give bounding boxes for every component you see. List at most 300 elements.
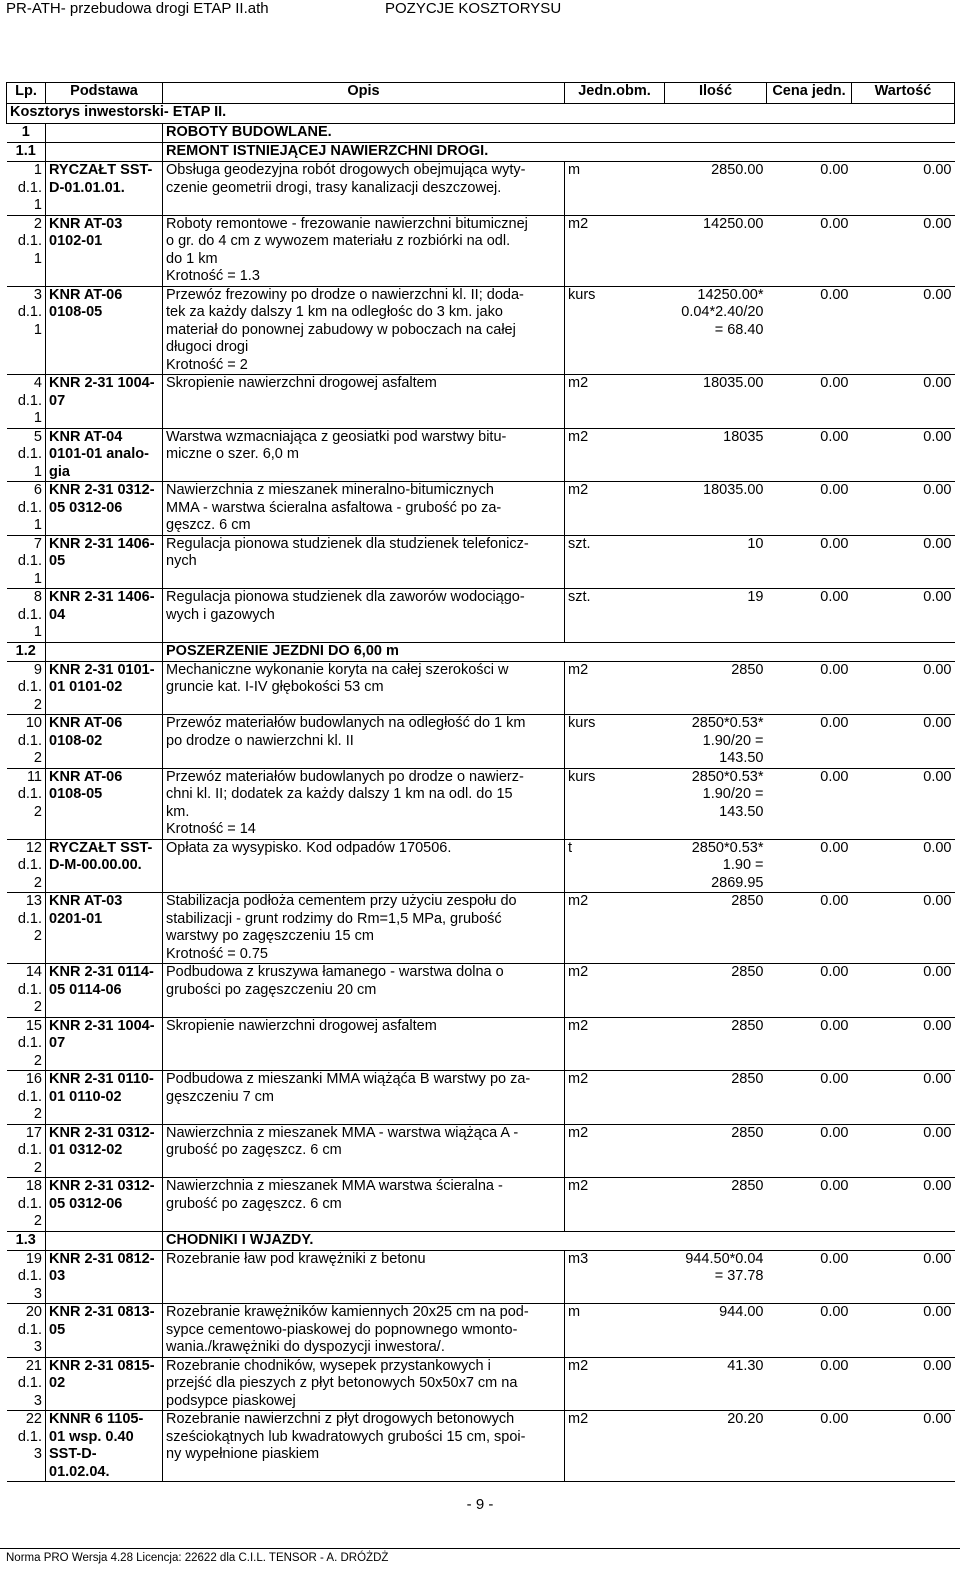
value: 0.00 [852,1304,955,1358]
position-number-line: 5 [33,428,42,445]
unit-price: 0.00 [767,286,852,375]
unit-of-measure: kurs [565,286,665,375]
description-line: stabilizacji - grunt rodzimy do Rm=1,5 MPa, grubość [166,910,502,927]
unit-price: 0.00 [767,1124,852,1178]
position-number-line: 2 [33,1106,42,1122]
unit-price: 0.00 [767,1304,852,1358]
quantity-line: 2850.00 [711,162,764,178]
position-description [163,428,565,482]
footer-divider [0,1548,960,1549]
position-number-line: d.1. [17,606,42,623]
position-row [7,1124,955,1178]
basis-line: KNR 2-31 1004- [49,375,155,391]
unit-price: 0.00 [767,589,852,643]
position-basis [46,1124,163,1178]
position-number-line: 3 [33,1392,42,1409]
unit-of-measure: kurs [565,768,665,839]
description-line: Przewóz frezowiny po drodze o nawierzchni kl. II; doda- [166,286,524,303]
position-description [163,589,565,643]
position-row [7,428,955,482]
basis-line: KNR 2-31 1406- [49,589,155,605]
unit-of-measure: m2 [565,1178,665,1232]
position-basis [46,482,163,536]
quantity [665,1411,767,1482]
basis-line: KNR 2-31 1004- [49,1017,155,1034]
description-line: Krotność = 14 [166,821,256,837]
position-basis [46,964,163,1018]
document-header [0,0,960,22]
position-number-line: d.1. [17,1321,42,1338]
basis-line: KNR AT-06 [49,286,123,303]
value: 0.00 [852,893,955,964]
quantity [665,1178,767,1232]
basis-line: 05 0312-06 [49,499,123,516]
position-row [7,661,955,715]
section-spacer [46,1231,163,1250]
value: 0.00 [852,1124,955,1178]
description-line: Obsługa geodezyjna robót drogowych obejmująca wyty- [166,162,526,178]
basis-line: 05 0114-06 [49,981,122,998]
description-line: długoci drogi [166,339,249,355]
quantity-line: 18035.00 [703,375,764,391]
position-row [7,1178,955,1232]
position-row [7,215,955,286]
quantity-line: = 37.78 [714,1268,764,1284]
position-number-line: 19 [25,1250,42,1267]
position-number-line: d.1. [17,1268,42,1284]
position-number-line: 2 [33,750,42,766]
basis-line: 05 [49,1321,66,1338]
quantity [665,1304,767,1358]
section-number: 1.3 [7,1231,46,1250]
description-line: Krotność = 2 [166,356,248,373]
unit-price: 0.00 [767,893,852,964]
position-row [7,535,955,589]
description-line: km. [166,803,190,820]
description-line: Regulacja pionowa studzienek dla studzienek telefonicz- [166,535,529,552]
unit-of-measure: m2 [565,964,665,1018]
value: 0.00 [852,768,955,839]
position-number [7,839,46,893]
description-line: gruncie kat. I-IV głębokości 53 cm [166,679,384,695]
unit-of-measure: m2 [565,1124,665,1178]
description-line: Krotność = 0.75 [166,945,268,962]
value: 0.00 [852,162,955,216]
position-row [7,1304,955,1358]
position-number-line: 3 [33,1285,42,1302]
section-row [7,642,955,661]
unit-price: 0.00 [767,1178,852,1232]
value: 0.00 [852,1178,955,1232]
position-number [7,1124,46,1178]
position-number-line: d.1. [17,553,42,569]
position-number-line: 1 [33,410,42,426]
basis-line: KNR 2-31 0813- [49,1304,155,1320]
basis-line: KNR AT-03 [49,893,123,909]
quantity-line: 2850 [731,964,764,980]
position-basis [46,893,163,964]
position-number-line: 4 [33,375,42,391]
basis-line: D-01.01.01. [49,179,125,196]
description-line: Warstwa wzmacniająca z geosiatki pod warstwy bitu- [166,428,507,445]
description-line: gęszcz. 6 cm [166,517,251,533]
position-number-line: 20 [25,1304,42,1320]
position-description [163,375,565,429]
value: 0.00 [852,215,955,286]
table-header-row [7,83,955,104]
section-title: POSZERZENIE JEZDNI DO 6,00 m [163,642,955,661]
position-number-line: 3 [33,1446,42,1462]
unit-of-measure: t [565,839,665,893]
position-number-line: 17 [25,1124,42,1141]
quantity [665,1071,767,1125]
position-number-line: 3 [33,286,42,303]
position-basis [46,1357,163,1411]
value: 0.00 [852,1411,955,1482]
position-number-line: 8 [33,589,42,605]
position-number-line: 1 [33,517,42,533]
section-spacer [46,143,163,162]
description-line: Podbudowa z mieszanki MMA wiążąća B warstwy po za- [166,1071,531,1087]
description-line: Mechaniczne wykonanie koryta na całej szerokości w [166,661,509,678]
position-number-line: 2 [33,1213,42,1229]
position-number-line: 12 [25,839,42,856]
basis-line: KNR 2-31 1406- [49,535,155,552]
position-basis [46,1017,163,1071]
value: 0.00 [852,1071,955,1125]
position-number [7,1357,46,1411]
position-basis [46,768,163,839]
position-description [163,893,565,964]
quantity [665,768,767,839]
position-number-line: 16 [25,1071,42,1087]
quantity-line: 2869.95 [711,874,764,891]
col-jedn-obm: Jedn.obm. [565,83,665,104]
unit-of-measure: m [565,162,665,216]
quantity [665,589,767,643]
quantity-line: 41.30 [727,1357,764,1374]
quantity-line: 2850 [731,1071,764,1087]
unit-price: 0.00 [767,661,852,715]
basis-line: 0102-01 [49,233,103,249]
position-row [7,286,955,375]
position-number-line: 2 [33,696,42,713]
quantity-line: 19 [747,589,764,605]
position-number-line: 14 [25,964,42,980]
position-number-line: 2 [33,215,42,232]
position-number-line: d.1. [17,1088,42,1105]
position-number-line: d.1. [17,1195,42,1212]
basis-line: 01 wsp. 0.40 [49,1428,134,1445]
basis-line: 01 0312-02 [49,1142,123,1158]
position-description [163,1017,565,1071]
unit-price: 0.00 [767,215,852,286]
basis-line: KNR 2-31 0312- [49,482,155,498]
description-line: Rozebranie chodników, wysepek przystankowych i [166,1357,491,1374]
quantity [665,1124,767,1178]
value: 0.00 [852,428,955,482]
position-number-line: 2 [33,928,42,944]
quantity-line: 944.00 [719,1304,764,1320]
position-number [7,964,46,1018]
position-number [7,375,46,429]
basis-line: 07 [49,1035,66,1051]
section-number: 1 [7,124,46,143]
description-line: ny wypełnione piaskiem [166,1446,320,1462]
basis-line: KNR AT-04 [49,428,123,445]
position-number [7,715,46,769]
position-number-line: d.1. [17,179,42,196]
basis-line: 05 0312-06 [49,1195,123,1212]
description-line: Przewóz materiałów budowlanych po drodze o nawierz- [166,768,524,785]
position-number [7,482,46,536]
unit-price: 0.00 [767,768,852,839]
section-row [7,1231,955,1250]
description-line: MMA - warstwa ścieralna asfaltowa - grubość po za- [166,499,502,516]
position-basis [46,1411,163,1482]
description-line: przejść dla pieszych z płyt betonowych 50x50x7 cm na [166,1375,518,1391]
position-number-line: d.1. [17,1428,42,1445]
description-line: warstwy po zagęszczeniu 15 cm [166,928,374,944]
footer-license: Norma PRO Wersja 4.28 Licencja: 22622 dla C.I.L. TENSOR - A. DRÓŻDŻ [6,1552,389,1564]
col-ilosc: Ilość [665,83,767,104]
position-number [7,893,46,964]
description-line: gęszczeniu 7 cm [166,1088,274,1105]
position-description [163,839,565,893]
quantity-line: 143.50 [719,803,764,820]
value: 0.00 [852,482,955,536]
position-row [7,839,955,893]
description-line: Podbudowa z kruszywa łamanego - warstwa dolna o [166,964,504,980]
position-number-line: 2 [33,999,42,1015]
unit-of-measure: szt. [565,535,665,589]
section-number: 1.2 [7,642,46,661]
position-number-line: 13 [25,893,42,909]
quantity [665,964,767,1018]
quantity-line: 14250.00 [703,215,764,232]
position-number [7,1304,46,1358]
value: 0.00 [852,375,955,429]
position-row [7,1071,955,1125]
quantity-line: 143.50 [719,750,764,766]
position-number-line: d.1. [17,1142,42,1158]
section-number: 1.1 [7,143,46,162]
quantity [665,535,767,589]
position-basis [46,535,163,589]
position-number-line: 22 [25,1411,42,1427]
cost-estimate-table [6,82,955,1482]
description-line: Roboty remontowe - frezowanie nawierzchni bitumicznej [166,215,528,232]
value: 0.00 [852,964,955,1018]
estimate-title-row [7,104,955,124]
basis-line: KNR 2-31 0312- [49,1124,155,1141]
description-line: o gr. do 4 cm z wywozem materiału z rozbiórki na odl. [166,233,511,249]
position-row [7,1250,955,1304]
position-number [7,162,46,216]
quantity [665,715,767,769]
description-line: sześciokątnych lub kwadratowych grubości 15 cm, spoi- [166,1428,526,1445]
position-description [163,661,565,715]
unit-price: 0.00 [767,1250,852,1304]
position-number-line: d.1. [17,679,42,695]
value: 0.00 [852,1250,955,1304]
basis-line: KNR 2-31 0812- [49,1250,155,1267]
unit-of-measure: m2 [565,375,665,429]
unit-price: 0.00 [767,964,852,1018]
position-basis [46,589,163,643]
quantity [665,893,767,964]
col-podstawa: Podstawa [46,83,163,104]
position-number-line: d.1. [17,1375,42,1391]
position-row [7,1411,955,1482]
description-line: Krotność = 1.3 [166,268,260,284]
unit-price: 0.00 [767,839,852,893]
description-line: Stabilizacja podłoża cementem przy użyciu zespołu do [166,893,517,909]
description-line: Opłata za wysypisko. Kod odpadów 170506. [166,839,452,856]
position-description [163,1250,565,1304]
unit-of-measure: m [565,1304,665,1358]
unit-of-measure: szt. [565,589,665,643]
description-line: Skropienie nawierzchni drogowej asfaltem [166,375,437,391]
position-number-line: d.1. [17,233,42,249]
col-lp: Lp. [7,83,46,104]
position-number-line: 1 [33,162,42,178]
position-basis [46,661,163,715]
quantity-line: 2850 [731,1017,764,1034]
position-description [163,1178,565,1232]
basis-line: 01 0101-02 [49,679,123,695]
value: 0.00 [852,535,955,589]
position-number-line: 1 [33,570,42,587]
basis-line: 0108-02 [49,732,103,749]
quantity-line: 2850*0.53* [691,715,764,731]
quantity-line: 2850 [731,1124,764,1141]
description-line: miczne o szer. 6,0 m [166,446,299,462]
position-row [7,375,955,429]
quantity [665,375,767,429]
basis-line: RYCZAŁT SST- [49,839,153,856]
basis-line: 0108-05 [49,786,103,802]
position-number [7,286,46,375]
basis-line: RYCZAŁT SST- [49,162,153,178]
estimate-title: Kosztorys inwestorski- ETAP II. [7,104,955,124]
value: 0.00 [852,286,955,375]
quantity-line: 2850 [731,893,764,909]
position-description [163,482,565,536]
basis-line: KNR 2-31 0101- [49,661,155,678]
position-number [7,1017,46,1071]
basis-line: 0201-01 [49,910,103,927]
position-number-line: d.1. [17,857,42,873]
quantity [665,286,767,375]
unit-price: 0.00 [767,428,852,482]
col-cena-jedn: Cena jedn. [767,83,852,104]
basis-line: KNR 2-31 0110- [49,1071,154,1087]
position-number-line: 6 [33,482,42,498]
description-line: po drodze o nawierzchni kl. II [166,732,354,749]
position-basis [46,286,163,375]
position-row [7,715,955,769]
position-number-line: 9 [33,661,42,678]
section-row [7,143,955,162]
basis-line: gia [49,463,70,480]
quantity [665,1250,767,1304]
position-basis [46,1250,163,1304]
unit-of-measure: m2 [565,1071,665,1125]
position-description [163,535,565,589]
description-line: Regulacja pionowa studzienek dla zaworów wodociągo- [166,589,525,605]
position-description [163,964,565,1018]
position-number-line: 3 [33,1339,42,1355]
unit-of-measure: m2 [565,215,665,286]
basis-line: KNR 2-31 0815- [49,1357,155,1374]
position-number-line: 1 [33,250,42,267]
position-number-line: 2 [33,803,42,820]
position-number-line: d.1. [17,392,42,409]
position-number [7,1250,46,1304]
description-line: grubość po zagęszcz. 6 cm [166,1195,342,1212]
basis-line: D-M-00.00.00. [49,857,142,873]
position-number-line: 1 [33,321,42,338]
basis-line: KNR AT-03 [49,215,123,232]
file-name: PR-ATH- przebudowa drogi ETAP II.ath [6,0,269,17]
unit-of-measure: m2 [565,893,665,964]
position-description [163,1071,565,1125]
unit-price: 0.00 [767,482,852,536]
section-spacer [46,124,163,143]
position-description [163,1411,565,1482]
description-line: Nawierzchnia z mieszanek MMA - warstwa wiążąca A - [166,1124,519,1141]
basis-line: 03 [49,1268,66,1284]
position-basis [46,1178,163,1232]
position-basis [46,839,163,893]
position-basis [46,715,163,769]
description-line: Nawierzchnia z mieszanek MMA warstwa ścieralna - [166,1178,503,1194]
position-row [7,1357,955,1411]
unit-price: 0.00 [767,1411,852,1482]
value: 0.00 [852,1017,955,1071]
position-basis [46,1071,163,1125]
page-number: - 9 - [466,1496,494,1513]
position-row [7,589,955,643]
unit-price: 0.00 [767,162,852,216]
section-title: ROBOTY BUDOWLANE. [163,124,955,143]
unit-price: 0.00 [767,1357,852,1411]
position-number-line: 2 [33,874,42,891]
description-line: Rozebranie ław pod krawężniki z betonu [166,1250,426,1267]
value: 0.00 [852,1357,955,1411]
description-line: nych [166,553,197,569]
quantity [665,839,767,893]
position-number [7,1178,46,1232]
unit-price: 0.00 [767,715,852,769]
position-number-line: d.1. [17,732,42,749]
position-number [7,535,46,589]
position-description [163,1124,565,1178]
quantity [665,1017,767,1071]
unit-price: 0.00 [767,1017,852,1071]
position-description [163,768,565,839]
basis-line: 04 [49,606,66,623]
position-description [163,286,565,375]
unit-of-measure: m2 [565,1411,665,1482]
description-line: sypce cementowo-piaskowej do popnownego wmonto- [166,1321,518,1338]
description-line: grubość po zagęszcz. 6 cm [166,1142,342,1158]
unit-price: 0.00 [767,535,852,589]
unit-of-measure: m2 [565,1017,665,1071]
position-number-line: d.1. [17,1035,42,1051]
position-description [163,215,565,286]
